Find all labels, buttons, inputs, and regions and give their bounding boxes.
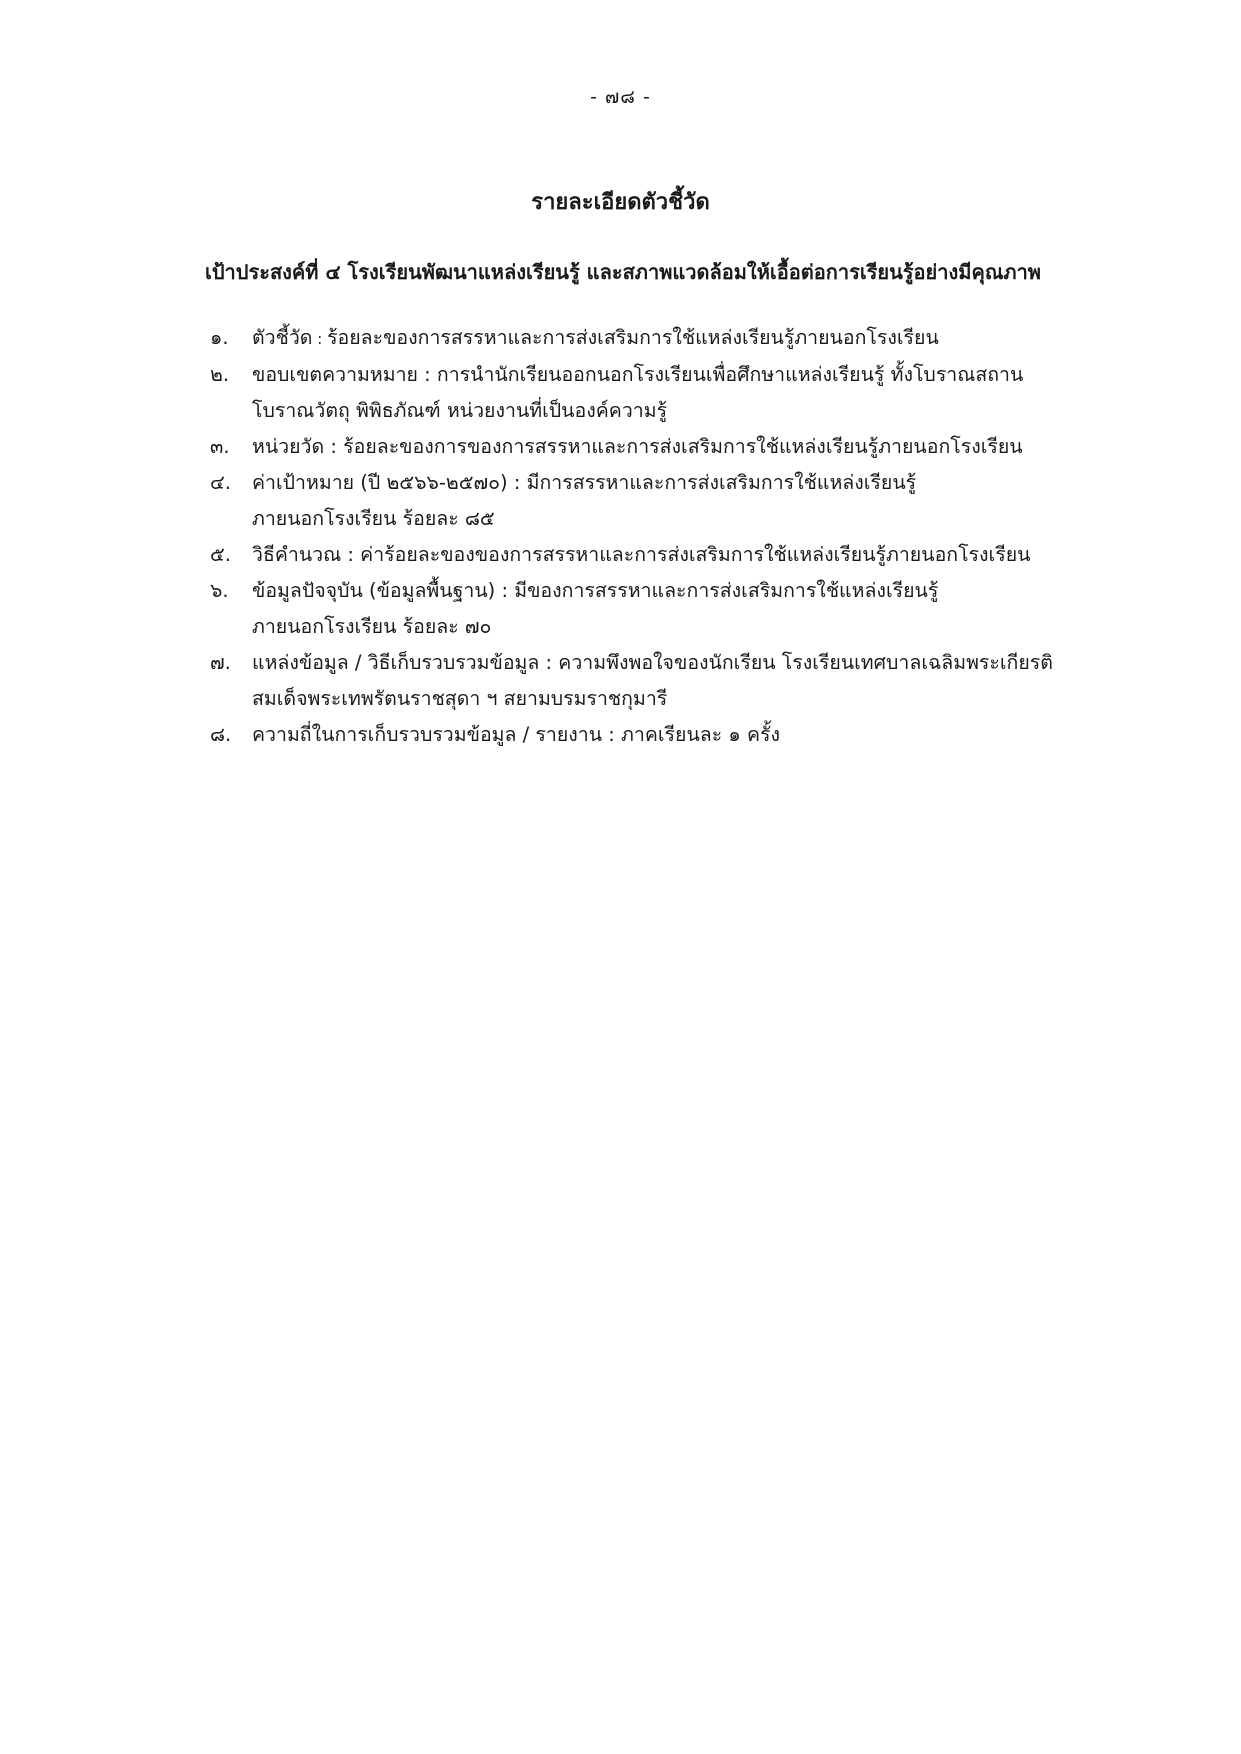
item-body [252, 573, 1090, 645]
item-number: ๖. [210, 579, 229, 602]
goal-heading: เป้าประสงค์ที่ ๔ โรงเรียนพัฒนาแหล่งเรียนรู้ และสภาพแวดล้อมให้เอื้อต่อการเรียนรู้อย่างมีคุณภาพ [205, 260, 1041, 284]
indicator-details-list [210, 320, 1090, 753]
page-title: รายละเอียดตัวชี้วัด [531, 190, 710, 215]
item-number: ๓. [210, 435, 230, 458]
item-line-1: ความถี่ในการเก็บรวบรวมข้อมูล / รายงาน : ภาคเรียนละ ๑ ครั้ง [252, 723, 781, 746]
list-item-data-source [210, 645, 1090, 717]
item-label: ตัวชี้วัด [252, 326, 313, 349]
page-number: - ๗๘ - [590, 86, 651, 108]
item-text: ร้อยละของการสรรหาและการส่งเสริมการใช้แหล่งเรียนรู้ภายนอกโรงเรียน [327, 326, 939, 349]
list-item-baseline [210, 573, 1090, 645]
item-body [252, 320, 1090, 357]
item-line-2: สมเด็จพระเทพรัตนราชสุดา ฯ สยามบรมราชกุมารี [252, 687, 668, 710]
item-number: ๔. [210, 471, 231, 494]
item-body [252, 717, 1090, 753]
list-item-indicator [210, 320, 1090, 357]
item-number: ๒. [210, 363, 230, 386]
list-item-frequency [210, 717, 1090, 753]
list-item-scope [210, 357, 1090, 429]
item-number: ๑. [210, 326, 229, 349]
list-item-calculation [210, 537, 1090, 573]
list-item-target [210, 465, 1090, 537]
item-number: ๕. [210, 543, 231, 566]
item-line [252, 320, 1090, 357]
item-body [252, 465, 1090, 537]
item-number: ๗. [210, 651, 231, 674]
item-line-1: วิธีคำนวณ : ค่าร้อยละของของการสรรหาและการส่งเสริมการใช้แหล่งเรียนรู้ภายนอกโรงเรียน [252, 543, 1031, 566]
item-line-2: ภายนอกโรงเรียน ร้อยละ ๗๐ [252, 615, 492, 638]
item-line-2: ภายนอกโรงเรียน ร้อยละ ๘๕ [252, 507, 495, 530]
item-number: ๘. [210, 723, 232, 746]
list-item-unit [210, 429, 1090, 465]
item-line-1: ขอบเขตความหมาย : การนำนักเรียนออกนอกโรงเรียนเพื่อศึกษาแหล่งเรียนรู้ ทั้งโบราณสถาน [252, 363, 1024, 386]
item-colon: : [312, 330, 328, 348]
item-line-1: แหล่งข้อมูล / วิธีเก็บรวบรวมข้อมูล : ความพึงพอใจของนักเรียน โรงเรียนเทศบาลเฉลิมพระเกียรติ [252, 651, 1053, 674]
item-line-1: ข้อมูลปัจจุบัน (ข้อมูลพื้นฐาน) : มีของการสรรหาและการส่งเสริมการใช้แหล่งเรียนรู้ [252, 579, 939, 602]
item-body [252, 429, 1090, 465]
item-line-2: โบราณวัตถุ พิพิธภัณฑ์ หน่วยงานที่เป็นองค์ความรู้ [252, 399, 668, 422]
item-body [252, 537, 1090, 573]
item-body [252, 357, 1090, 429]
item-line-1: หน่วยวัด : ร้อยละของการของการสรรหาและการส่งเสริมการใช้แหล่งเรียนรู้ภายนอกโรงเรียน [252, 435, 1023, 458]
item-body [252, 645, 1090, 717]
item-line-1: ค่าเป้าหมาย (ปี ๒๕๖๖-๒๕๗๐) : มีการสรรหาและการส่งเสริมการใช้แหล่งเรียนรู้ [252, 471, 917, 494]
